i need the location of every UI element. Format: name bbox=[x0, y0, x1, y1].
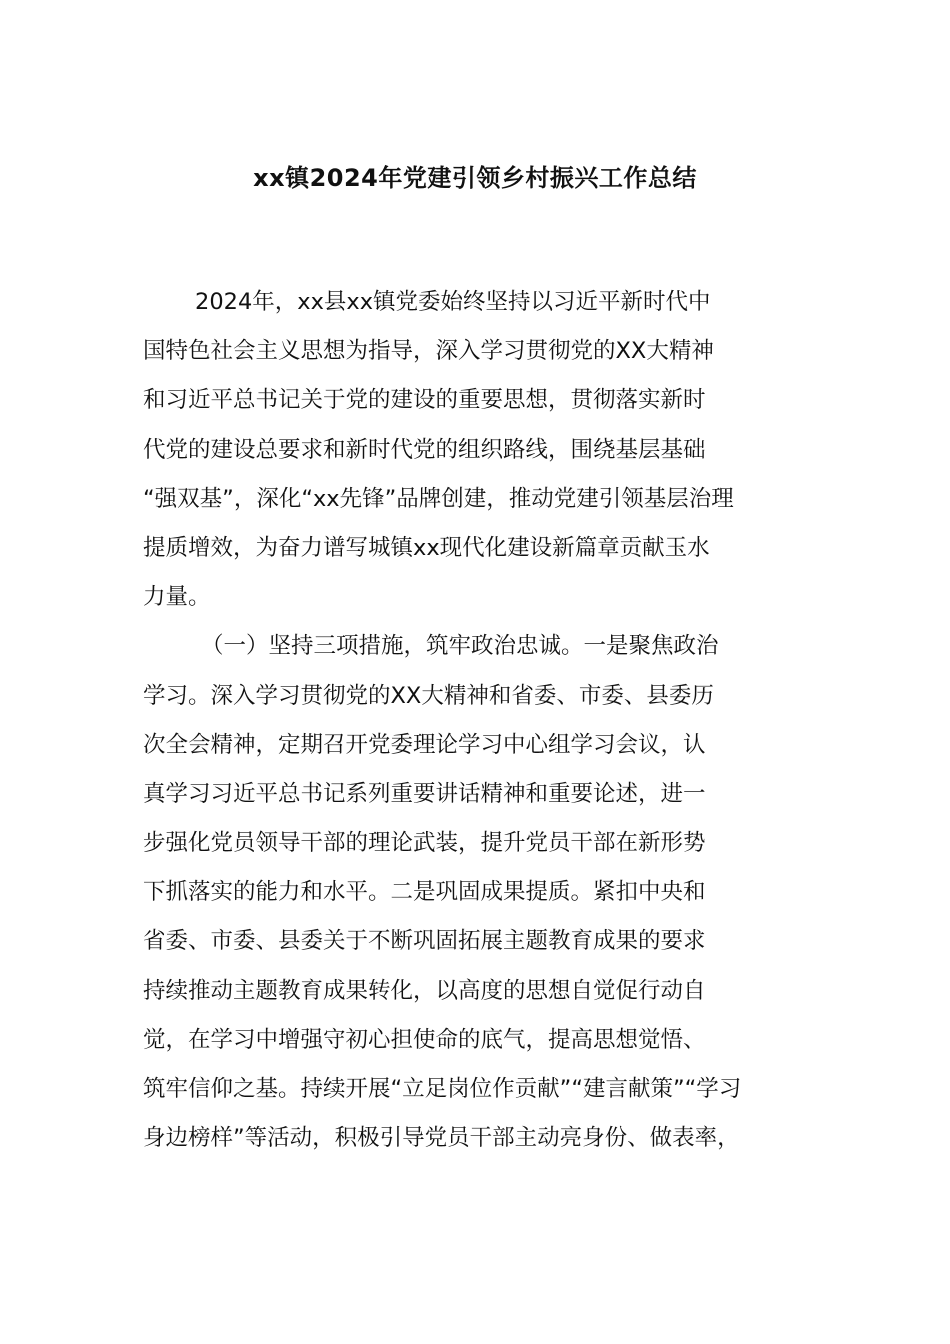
paragraph-line: 2024年，xx县xx镇党委始终坚持以习近平新时代中 bbox=[195, 289, 711, 315]
paragraph-line: 持续推动主题教育成果转化，以高度的思想自觉促行动自 bbox=[143, 977, 706, 1004]
paragraph-line: 代党的建设总要求和新时代党的组织路线，围绕基层基础 bbox=[143, 436, 706, 463]
document-title: xx镇2024年党建引领乡村振兴工作总结 bbox=[253, 164, 697, 192]
paragraph-line: 筑牢信仰之基。持续开展“立足岗位作贡献”“建言献策”“学习 bbox=[143, 1076, 742, 1102]
paragraph-line: 省委、市委、县委关于不断巩固拓展主题教育成果的要求 bbox=[143, 928, 706, 955]
paragraph-line: “强双基”，深化“xx先锋”品牌创建，推动党建引领基层治理 bbox=[143, 485, 734, 512]
paragraph-line: 国特色社会主义思想为指导，深入学习贯彻党的XX大精神 bbox=[143, 338, 714, 365]
paragraph-line: 下抓落实的能力和水平。二是巩固成果提质。紧扣中央和 bbox=[143, 879, 706, 906]
paragraph-line: 力量。 bbox=[143, 584, 211, 611]
section-heading-line: （一）坚持三项措施，筑牢政治忠诚。一是聚焦政治 bbox=[201, 633, 719, 660]
paragraph-line: 学习。深入学习贯彻党的XX大精神和省委、市委、县委历 bbox=[143, 682, 714, 709]
paragraph-line: 提质增效，为奋力谱写城镇xx现代化建设新篇章贡献玉水 bbox=[143, 534, 710, 561]
paragraph-line: 身边榜样”等活动，积极引导党员干部主动亮身份、做表率， bbox=[143, 1125, 740, 1152]
paragraph-line: 真学习习近平总书记系列重要讲话精神和重要论述，进一 bbox=[143, 780, 706, 807]
paragraph-line: 步强化党员领导干部的理论武装，提升党员干部在新形势 bbox=[143, 830, 706, 857]
paragraph-line: 次全会精神，定期召开党委理论学习中心组学习会议，认 bbox=[143, 731, 706, 758]
paragraph-line: 觉，在学习中增强守初心担使命的底气，提高思想觉悟、 bbox=[143, 1026, 706, 1053]
paragraph-2 bbox=[143, 626, 823, 1167]
paragraph-line: 和习近平总书记关于党的建设的重要思想，贯彻落实新时 bbox=[143, 387, 706, 414]
document-body bbox=[143, 282, 823, 1167]
paragraph-1 bbox=[143, 282, 823, 626]
